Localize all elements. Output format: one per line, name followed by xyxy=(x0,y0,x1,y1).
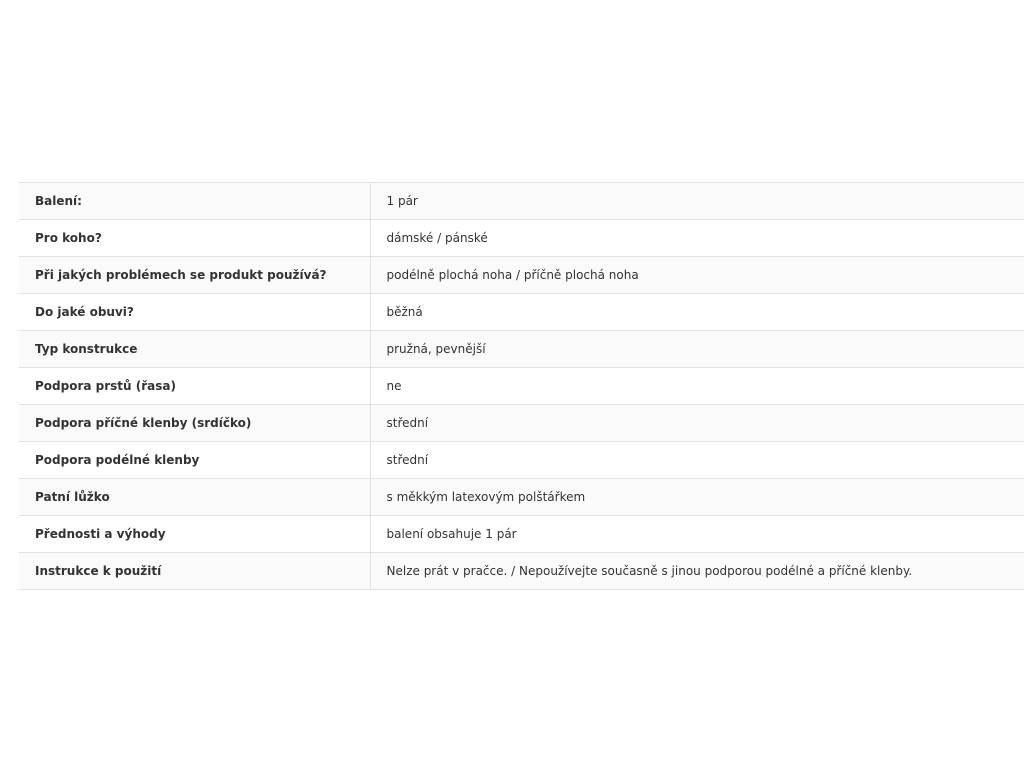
param-label: Při jakých problémech se produkt používá? xyxy=(19,257,370,294)
param-label: Typ konstrukce xyxy=(19,331,370,368)
param-value: ne xyxy=(386,379,402,393)
param-label: Do jaké obuvi? xyxy=(19,294,370,331)
param-value: pružná, pevnější xyxy=(386,342,486,356)
table-row xyxy=(19,442,1024,479)
param-label: Balení: xyxy=(19,183,370,220)
param-value: střední xyxy=(386,453,429,467)
table-row xyxy=(19,294,1024,331)
table-row xyxy=(19,516,1024,553)
param-value: s měkkým latexovým polštářkem xyxy=(386,490,586,504)
table-row xyxy=(19,220,1024,257)
table-row xyxy=(19,553,1024,590)
param-label: Instrukce k použití xyxy=(19,553,370,590)
product-parameters-table xyxy=(19,182,1024,590)
param-label: Pro koho? xyxy=(19,220,370,257)
param-value: balení obsahuje 1 pár xyxy=(386,527,517,541)
param-label: Patní lůžko xyxy=(19,479,370,516)
param-value: podélně plochá noha / příčně plochá noha xyxy=(386,268,639,282)
param-label: Podpora podélné klenby xyxy=(19,442,370,479)
param-value: dámské / pánské xyxy=(386,231,488,245)
param-label: Přednosti a výhody xyxy=(19,516,370,553)
table-row xyxy=(19,183,1024,220)
param-value: Nelze prát v pračce. / Nepoužívejte současně s jinou podporou podélné a příčné klenby. xyxy=(386,564,913,578)
param-label: Podpora prstů (řasa) xyxy=(19,368,370,405)
param-value: střední xyxy=(386,416,429,430)
table-row xyxy=(19,257,1024,294)
param-value: 1 pár xyxy=(386,194,418,208)
param-label: Podpora příčné klenby (srdíčko) xyxy=(19,405,370,442)
param-value: běžná xyxy=(386,305,423,319)
table-row xyxy=(19,479,1024,516)
table-row xyxy=(19,405,1024,442)
table-row xyxy=(19,368,1024,405)
table-row xyxy=(19,331,1024,368)
